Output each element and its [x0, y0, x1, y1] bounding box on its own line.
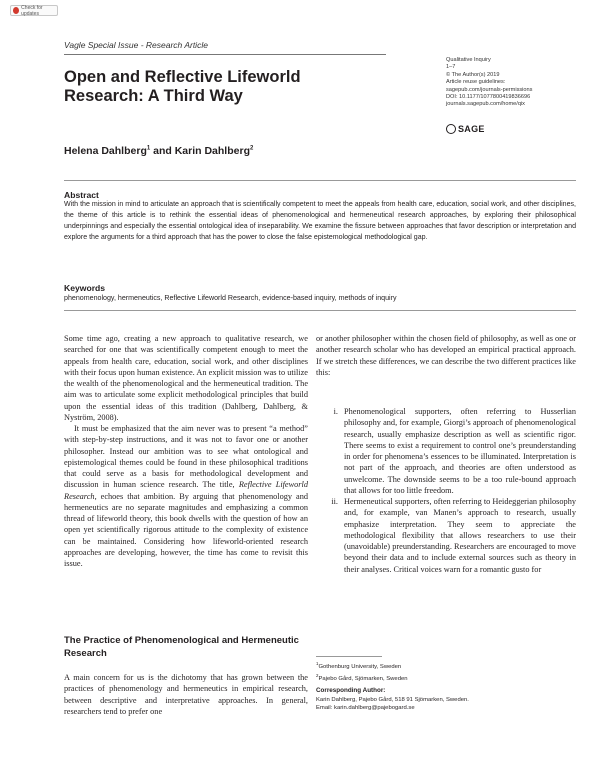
right-intro-paragraph: or another philosopher within the chosen field of philosophy, as well as one or another research scholar who has developed an empirical practical approach. If we stretch these differences, we can describe the two different practices like this: — [316, 334, 576, 377]
check-for-updates-badge[interactable] — [10, 5, 58, 16]
author-2: Karin Dahlberg — [174, 145, 250, 157]
keywords-text: phenomenology, hermeneutics, Reflective Lifeworld Research, evidence-based inquiry, methods of inquiry — [64, 294, 397, 302]
paragraph-2 — [64, 423, 308, 569]
list-item — [316, 406, 576, 496]
sage-logo-icon — [446, 124, 456, 134]
author-2-affil: 2 — [249, 145, 254, 152]
abstract-bottom-rule — [64, 310, 576, 311]
reuse-label: Article reuse guidelines: — [446, 79, 506, 86]
title-line-2: Research: A Third Way — [64, 87, 243, 105]
paragraph-2-part-a: It must be emphasized that the aim never was to present “a method” with step-by-step instructions, and it was not to favor one or another philosopher. Instead our ambition was to see what ontological and epistemological themes could be found in these philosophical traditions that could serve as a basis for methodological development and discussion in human science research. The title, — [64, 424, 308, 490]
corresponding-author-email[interactable]: Email: karin.dahlberg@pajebogard.se — [316, 705, 415, 712]
corresponding-author-address: Karin Dahlberg, Pajebo Gård, 518 91 Sjömarken, Sweden. — [316, 696, 469, 703]
paragraph-2-part-b: , echoes that ambition. By arguing that phenomenology and hermeneutics are no separate magnitudes and emphasizing a common thread of lifeworld theory, this book dwells with the question of how an open yet scientifically rigorous attitude to the complexity of existence can be maintained. Considering how lifeworld-oriented research approaches are developing, however, the time has come to revisit this issue. — [64, 491, 308, 568]
section-heading: The Practice of Phenomenological and Hermeneutic Research — [64, 635, 299, 659]
list-item-text: Phenomenological supporters, often referring to Husserlian philosophy and, for example, Giorgi’s approach of phenomenological research, usually emphasize description as well as scientific rigor. There seems to exist a requirement to control one’s preunderstanding in order for phenomena’s essences to be illuminated. Interpretation is not part of the approach, and theories are often understood as unwelcome. The downside seems to be a too rule-bound approach that allows for too little freedom. — [344, 407, 576, 495]
check-badge-label: Check for updates — [21, 4, 43, 17]
title-line-1: Open and Reflective Lifeworld — [64, 68, 301, 86]
list-item-number: ii. — [331, 497, 338, 506]
footnote-rule — [316, 656, 382, 657]
affiliation-2-sup: 2 — [316, 672, 319, 678]
journal-name: Qualitative Inquiry — [446, 57, 491, 63]
header-rule — [64, 54, 386, 55]
series-label: Vagle Special Issue - Research Article — [64, 40, 208, 50]
corresponding-author-heading: Corresponding Author: — [316, 687, 386, 695]
journal-meta — [446, 57, 576, 109]
doi[interactable]: DOI: 10.1177/1077800419836696 — [446, 94, 531, 101]
left-column — [64, 333, 308, 569]
affiliation-2 — [316, 672, 576, 684]
article-title — [64, 68, 384, 106]
keywords-heading: Keywords — [64, 283, 106, 293]
footnotes — [316, 660, 576, 713]
list-item-number: i. — [333, 407, 338, 416]
journal-link[interactable]: journals.sagepub.com/home/qix — [446, 101, 525, 108]
author-1: Helena Dahlberg — [64, 145, 147, 157]
list-item-text: Hermeneutical supporters, often referring to Heideggerian philosophy and, for example, van Manen’s approach to research, usually emphasize interpretation. They seem to appreciate the methodological flexibility that allows researchers to use their (unavoidable) preunderstanding. Researchers are encouraged to move beyond their data and to include external sources such as theory in their analyses. Critical voices warn for a romantic gusto for — [344, 497, 577, 574]
affiliation-2-text: Pajebo Gård, Sjömarken, Sweden — [318, 675, 408, 682]
page-range: 1–7 — [446, 64, 456, 71]
left-column-lower — [64, 672, 308, 717]
paragraph-1: Some time ago, creating a new approach to qualitative research, we searched for one that was scientifically competent enough to meet the appeals from health care, education, social work, and other disciplines with their focus upon human existence. An explicit mission was to utilize the wealth of the phenomenological and the hermeneutical tradition. The aim was to articulate some explicit methodological principles that build upon the essential ideas of this tradition (Dahlberg, Dahlberg, & Nyström, 2008). — [64, 334, 308, 422]
list-item — [316, 496, 576, 575]
affiliation-1-text: Gothenburg University, Sweden — [318, 663, 402, 670]
abstract-heading: Abstract — [64, 190, 99, 200]
copyright: © The Author(s) 2019 — [446, 71, 500, 78]
publisher-name: SAGE — [458, 124, 485, 134]
author-list — [64, 145, 253, 157]
paragraph-3: A main concern for us is the dichotomy that has grown between the practices of phenomenology and hermeneutics in empirical research, between descriptive and interpretative approaches. In general, researchers tend to prefer one — [64, 673, 308, 716]
author-conjunction: and — [150, 145, 175, 157]
affiliation-1 — [316, 660, 576, 672]
book-title: Reflective Lifeworld Research — [64, 480, 308, 501]
check-updates-icon — [13, 7, 19, 14]
permissions-link[interactable]: sagepub.com/journals-permissions — [446, 86, 533, 93]
abstract-text: With the mission in mind to articulate an approach that is scientifically competent to meet the appeals from health care, education, social work, and other disciplines, the theme of this article is to rethink the essential ideas of phenomenological and hermeneutical research approaches, by exploring their philosophical underpinnings and especially the essential ontological idea of inseparability. We examine the fissure between approaches that favor description or interpretation and explore the arguments for a third approach that has the power to close the false epistemological methodological gap. — [64, 201, 576, 241]
affiliation-1-sup: 1 — [316, 661, 319, 666]
abstract-top-rule — [64, 180, 576, 181]
publisher-logo — [446, 124, 485, 134]
right-column-intro — [316, 333, 576, 378]
practice-list — [316, 406, 576, 575]
author-1-affil: 1 — [146, 145, 151, 152]
